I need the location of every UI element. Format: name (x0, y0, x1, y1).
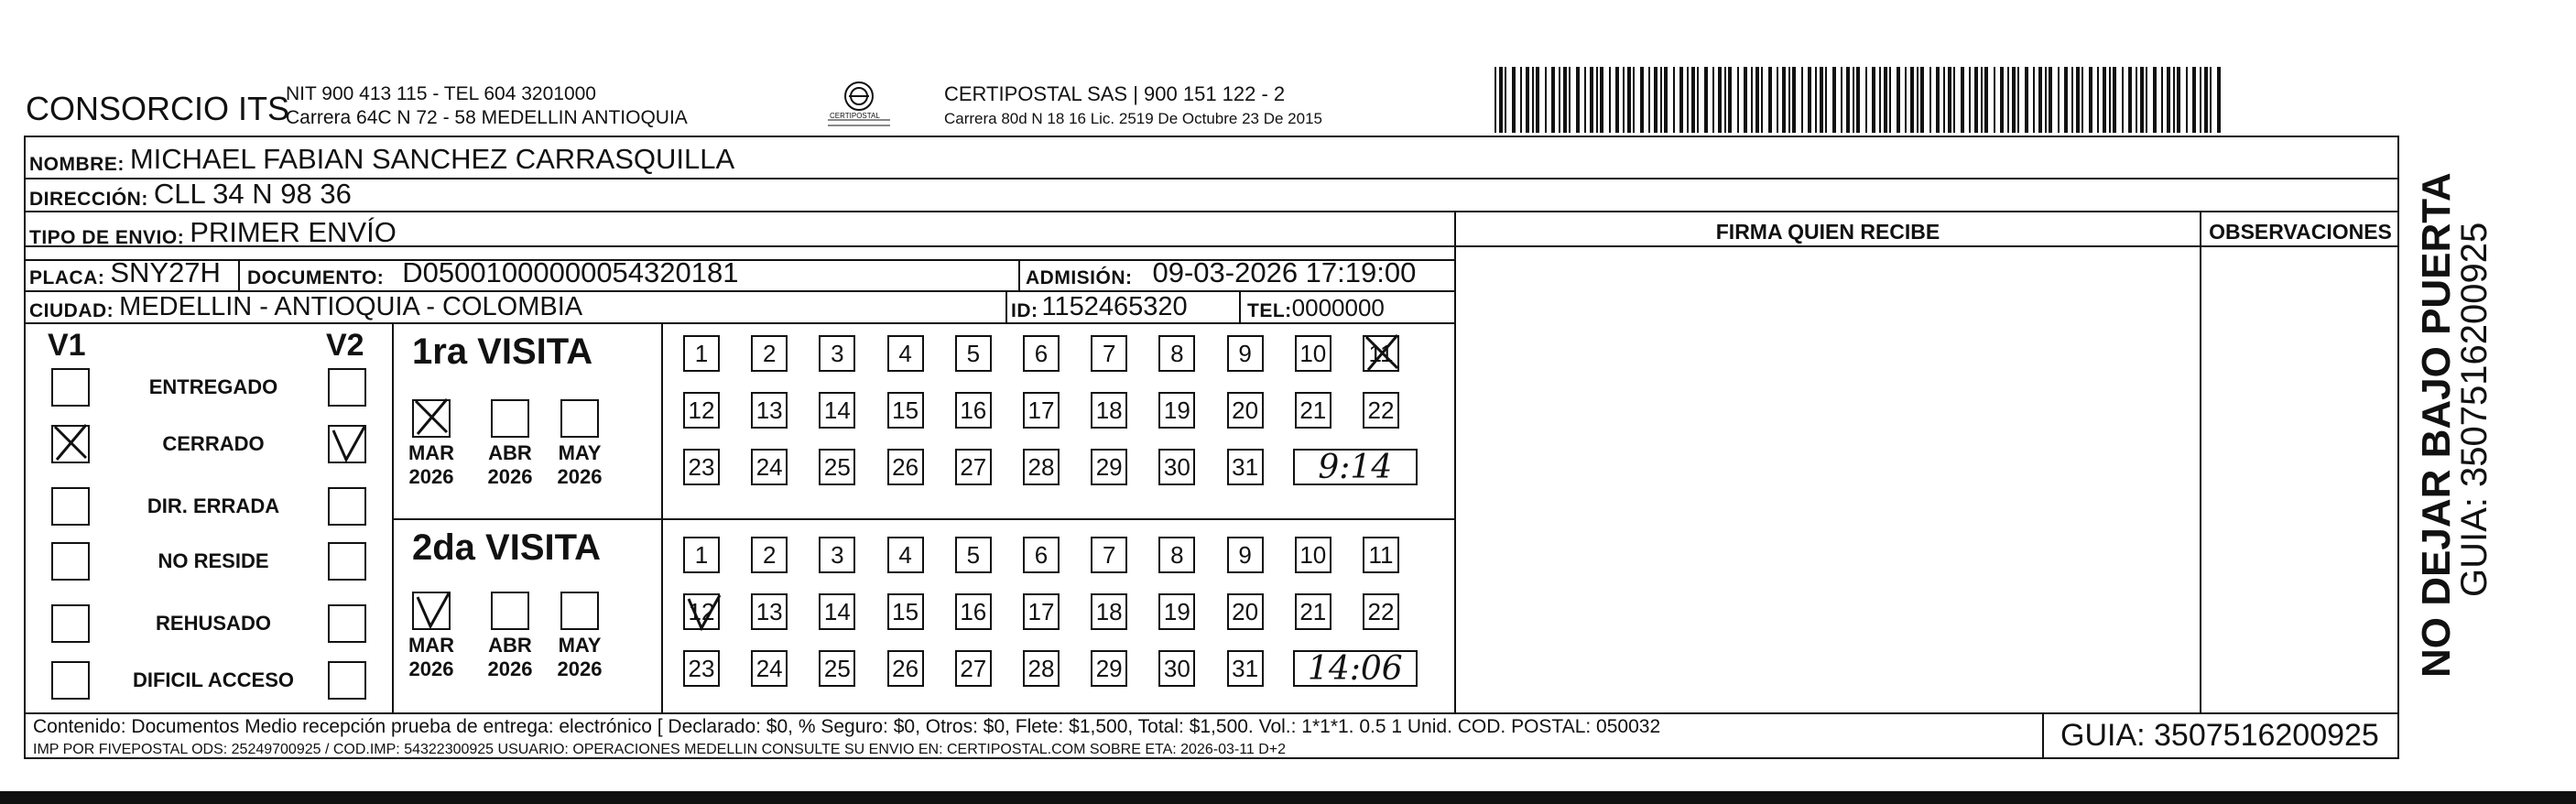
day-number: 30 (1163, 452, 1190, 481)
tel-value: 0000000 (1291, 294, 1385, 321)
day-box[interactable] (751, 593, 788, 630)
day-box[interactable] (1158, 537, 1195, 573)
ciudad-value: MEDELLIN - ANTIOQUIA - COLOMBIA (119, 292, 583, 321)
id-label: ID: (1011, 300, 1038, 321)
day-box[interactable] (887, 593, 924, 630)
day-number: 28 (1027, 452, 1055, 481)
v1-label: V1 (48, 328, 86, 363)
day-number: 30 (1163, 654, 1190, 682)
day-number: 25 (823, 654, 851, 682)
day-number: 21 (1299, 396, 1327, 424)
day-box[interactable] (955, 392, 992, 429)
second-visit-title: 2da VISITA (412, 527, 601, 568)
nombre-label: NOMBRE: (29, 154, 125, 175)
imp-text: IMP POR FIVEPOSTAL ODS: 25249700925 / COD.IMP: 54322300925 USUARIO: OPERACIONES MEDELLIN CONSULTE SU ENVIO EN: CERTIPOSTAL.COM SOBRE ETA: 2026-03-11 D+2 (33, 742, 1287, 757)
day-box[interactable] (819, 593, 855, 630)
v1-checkbox[interactable] (51, 487, 90, 526)
v2-label: V2 (326, 328, 364, 363)
day-box[interactable] (887, 537, 924, 573)
admision-label: ADMISIÓN: (1026, 267, 1133, 288)
status-option-label: REHUSADO (156, 612, 271, 635)
day-number: 25 (823, 452, 851, 481)
day-box[interactable] (1363, 537, 1399, 573)
day-number: 15 (892, 597, 919, 625)
day-box[interactable] (1091, 650, 1127, 687)
day-box[interactable] (1363, 593, 1399, 630)
day-number: 12 (688, 396, 715, 424)
documento-label: DOCUMENTO: (247, 267, 385, 288)
day-box[interactable] (819, 392, 855, 429)
day-number: 20 (1232, 597, 1259, 625)
day-number: 17 (1027, 396, 1055, 424)
day-box[interactable] (819, 335, 855, 372)
day-box[interactable] (955, 537, 992, 573)
day-number: 12 (688, 597, 715, 625)
day-box[interactable] (1091, 335, 1127, 372)
v2-checkbox[interactable] (328, 425, 366, 463)
day-box[interactable] (1023, 335, 1060, 372)
month-label: MAY 2026 (557, 634, 603, 680)
day-box[interactable] (683, 449, 720, 485)
day-box[interactable] (955, 335, 992, 372)
month-label: ABR 2026 (487, 634, 533, 680)
tipo-envio-row (29, 216, 397, 249)
day-box[interactable] (751, 335, 788, 372)
first-visit-title: 1ra VISITA (412, 331, 593, 372)
day-number: 29 (1095, 654, 1123, 682)
month-label: ABR 2026 (487, 441, 533, 488)
day-box[interactable] (1227, 593, 1264, 630)
day-number: 2 (762, 339, 777, 367)
day-number: 19 (1163, 396, 1190, 424)
nombre-row (29, 143, 734, 176)
day-box[interactable] (683, 593, 720, 630)
contenido-text: Contenido: Documentos Medio recepción prueba de entrega: electrónico [ Declarado: $0, % Seguro: $0, Otros: $0, Flete: $1,500, Total: $1,500. Vol.: 1*1*1. 0.5 1 Unid. COD. POSTAL: 050032 (33, 716, 1661, 737)
logo-text: CERTIPOSTAL (830, 112, 880, 120)
day-number: 10 (1299, 540, 1327, 569)
v1-checkbox[interactable] (51, 425, 90, 463)
day-number: 10 (1299, 339, 1327, 367)
day-box[interactable] (683, 537, 720, 573)
admision-row (1026, 256, 1416, 289)
day-box[interactable] (1227, 449, 1264, 485)
carrier-name: CERTIPOSTAL SAS | 900 151 122 - 2 (944, 82, 1286, 105)
day-number: 18 (1095, 396, 1123, 424)
day-number: 23 (688, 654, 715, 682)
day-box[interactable] (1023, 593, 1060, 630)
id-value: 1152465320 (1041, 292, 1188, 321)
day-number: 14 (823, 597, 851, 625)
v2-checkbox[interactable] (328, 368, 366, 407)
day-box[interactable] (1363, 392, 1399, 429)
day-number: 11 (1368, 339, 1394, 367)
day-number: 1 (694, 339, 709, 367)
day-box[interactable] (887, 650, 924, 687)
day-box[interactable] (887, 335, 924, 372)
day-number: 5 (966, 540, 981, 569)
day-number: 7 (1102, 339, 1116, 367)
day-number: 16 (960, 597, 987, 625)
tel-label: TEL: (1247, 300, 1292, 321)
month-label: MAR 2026 (408, 634, 455, 680)
day-number: 22 (1367, 597, 1395, 625)
day-number: 4 (898, 540, 912, 569)
placa-row (29, 256, 221, 289)
day-number: 21 (1299, 597, 1327, 625)
day-number: 13 (755, 597, 783, 625)
day-box[interactable] (1227, 537, 1264, 573)
no-dejar-warning: NO DEJAR BAJO PUERTA (2414, 172, 2459, 678)
status-option-label: DIFICIL ACCESO (132, 668, 294, 691)
day-number: 23 (688, 452, 715, 481)
day-number: 26 (892, 452, 919, 481)
placa-value: SNY27H (110, 256, 221, 288)
documento-row (247, 256, 738, 289)
day-box[interactable] (1363, 335, 1399, 372)
day-box[interactable] (751, 537, 788, 573)
status-option-label: DIR. ERRADA (147, 494, 280, 517)
day-box[interactable] (1295, 335, 1331, 372)
day-box[interactable] (683, 650, 720, 687)
day-number: 15 (892, 396, 919, 424)
day-box[interactable] (955, 650, 992, 687)
day-box[interactable] (1023, 650, 1060, 687)
day-number: 2 (762, 540, 777, 569)
day-number: 5 (966, 339, 981, 367)
v2-checkbox[interactable] (328, 604, 366, 643)
day-number: 6 (1034, 540, 1049, 569)
company-name: CONSORCIO ITS (26, 90, 290, 127)
certipostal-logo (822, 79, 896, 132)
day-box[interactable] (1227, 335, 1264, 372)
day-number: 27 (960, 452, 987, 481)
day-box[interactable] (1158, 593, 1195, 630)
v2-checkbox[interactable] (328, 487, 366, 526)
day-box[interactable] (955, 593, 992, 630)
month-checkbox[interactable] (491, 592, 529, 630)
day-number: 28 (1027, 654, 1055, 682)
day-box[interactable] (1023, 537, 1060, 573)
footer-guia: GUIA: 3507516200925 (2060, 718, 2379, 753)
nombre-value: MICHAEL FABIAN SANCHEZ CARRASQUILLA (129, 143, 735, 175)
direccion-row (29, 179, 352, 211)
day-number: 24 (755, 654, 783, 682)
page-edge (0, 791, 2576, 804)
day-box[interactable] (1091, 537, 1127, 573)
day-number: 4 (898, 339, 912, 367)
day-number: 8 (1170, 540, 1184, 569)
day-number: 13 (755, 396, 783, 424)
day-number: 11 (1368, 540, 1394, 569)
direccion-label: DIRECCIÓN: (29, 189, 148, 210)
month-checkbox[interactable] (412, 592, 451, 630)
day-number: 14 (823, 396, 851, 424)
visit-time-box[interactable]: 9:14 (1293, 449, 1418, 485)
month-label: MAR 2026 (408, 441, 455, 488)
observaciones-header: OBSERVACIONES (2209, 220, 2392, 244)
month-checkbox[interactable] (491, 399, 529, 438)
day-box[interactable] (1227, 392, 1264, 429)
firma-header: FIRMA QUIEN RECIBE (1715, 220, 1940, 244)
day-box[interactable] (1091, 449, 1127, 485)
day-box[interactable] (1158, 335, 1195, 372)
status-option-label: NO RESIDE (158, 549, 269, 572)
day-box[interactable] (819, 537, 855, 573)
day-number: 16 (960, 396, 987, 424)
side-guia: GUIA: 3507516200925 (2454, 222, 2494, 597)
day-box[interactable] (683, 392, 720, 429)
day-box[interactable] (1158, 392, 1195, 429)
day-box[interactable] (683, 335, 720, 372)
v1-checkbox[interactable] (51, 542, 90, 581)
day-box[interactable] (1091, 593, 1127, 630)
tipo-envio-label: TIPO DE ENVIO: (29, 227, 185, 248)
tipo-envio-value: PRIMER ENVÍO (190, 216, 397, 248)
day-number: 26 (892, 654, 919, 682)
v1-checkbox[interactable] (51, 661, 90, 700)
day-number: 17 (1027, 597, 1055, 625)
tel-row (1247, 291, 1385, 322)
day-number: 9 (1238, 540, 1252, 569)
direccion-value: CLL 34 N 98 36 (153, 178, 352, 210)
day-box[interactable] (819, 449, 855, 485)
day-number: 6 (1034, 339, 1049, 367)
month-checkbox[interactable] (412, 399, 451, 438)
day-number: 18 (1095, 597, 1123, 625)
v1-checkbox[interactable] (51, 604, 90, 643)
day-number: 8 (1170, 339, 1184, 367)
day-box[interactable] (751, 650, 788, 687)
day-box[interactable] (1295, 392, 1331, 429)
day-box[interactable] (1158, 650, 1195, 687)
v2-checkbox[interactable] (328, 542, 366, 581)
day-box[interactable] (751, 392, 788, 429)
ciudad-row (29, 291, 582, 322)
day-number: 9 (1238, 339, 1252, 367)
v1-checkbox[interactable] (51, 368, 90, 407)
placa-label: PLACA: (29, 267, 105, 288)
month-label: MAY 2026 (557, 441, 603, 488)
status-option-label: ENTREGADO (148, 375, 278, 398)
day-number: 1 (694, 540, 709, 569)
day-box[interactable] (1295, 537, 1331, 573)
day-number: 22 (1367, 396, 1395, 424)
day-box[interactable] (1158, 449, 1195, 485)
day-box[interactable] (751, 449, 788, 485)
day-number: 29 (1095, 452, 1123, 481)
id-row (1011, 291, 1188, 322)
day-box[interactable] (819, 650, 855, 687)
day-number: 27 (960, 654, 987, 682)
day-number: 31 (1232, 452, 1259, 481)
barcode (1495, 67, 2227, 133)
day-box[interactable] (955, 449, 992, 485)
day-box[interactable] (1091, 392, 1127, 429)
month-checkbox[interactable] (560, 592, 599, 630)
documento-value: D05001000000054320181 (402, 256, 739, 288)
day-number: 31 (1232, 654, 1259, 682)
day-box[interactable] (1295, 593, 1331, 630)
day-box[interactable] (1227, 650, 1264, 687)
day-number: 7 (1102, 540, 1116, 569)
company-address: Carrera 64C N 72 - 58 MEDELLIN ANTIOQUIA (286, 107, 688, 128)
day-number: 20 (1232, 396, 1259, 424)
day-number: 19 (1163, 597, 1190, 625)
ciudad-label: CIUDAD: (29, 300, 114, 321)
company-nit: NIT 900 413 115 - TEL 604 3201000 (286, 83, 596, 104)
day-number: 3 (831, 540, 844, 569)
day-box[interactable] (1023, 392, 1060, 429)
day-box[interactable] (887, 449, 924, 485)
carrier-address: Carrera 80d N 18 16 Lic. 2519 De Octubre 23 De 2015 (944, 110, 1322, 127)
day-box[interactable] (1023, 449, 1060, 485)
day-number: 3 (831, 339, 844, 367)
day-box[interactable] (887, 392, 924, 429)
v2-checkbox[interactable] (328, 661, 366, 700)
status-option-label: CERRADO (162, 432, 265, 455)
visit-time-box[interactable]: 14:06 (1293, 650, 1418, 687)
day-number: 24 (755, 452, 783, 481)
month-checkbox[interactable] (560, 399, 599, 438)
admision-value: 09-03-2026 17:19:00 (1152, 256, 1417, 288)
